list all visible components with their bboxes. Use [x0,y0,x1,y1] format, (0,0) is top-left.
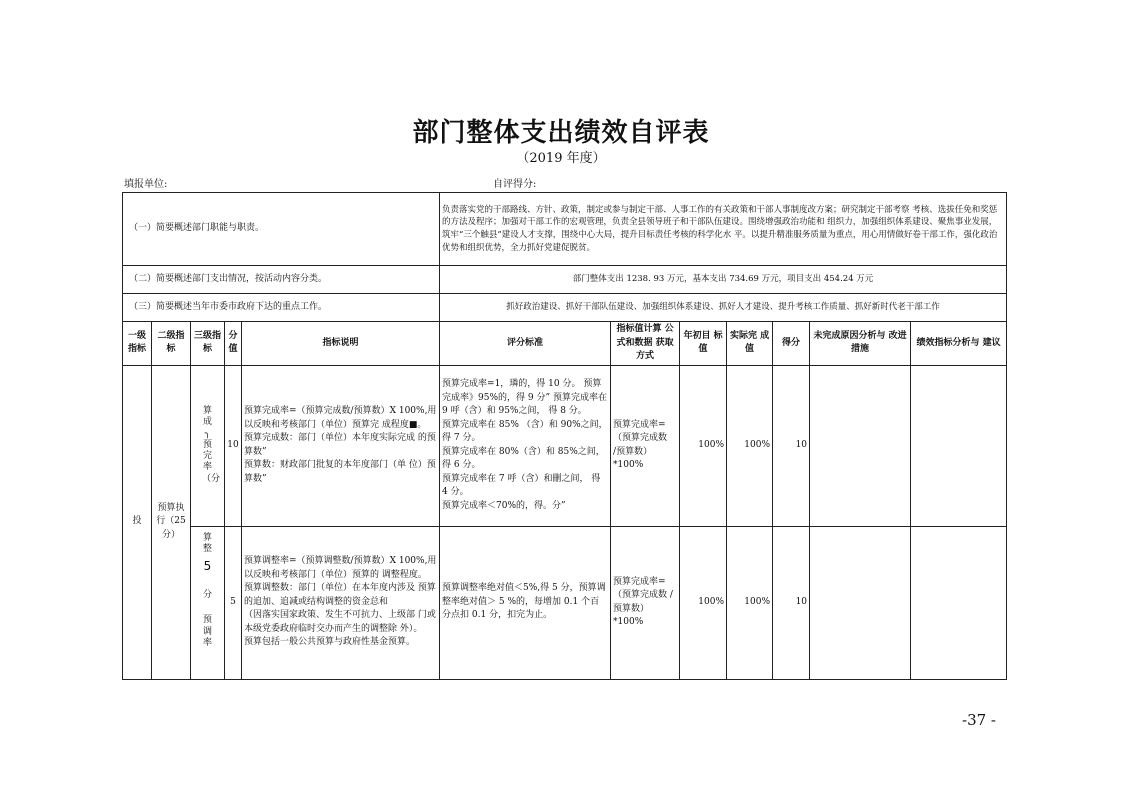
level3-text-mid: 5 [203,559,212,573]
header-criteria: 评分标准 [440,322,611,366]
reason-cell [810,365,911,526]
self-score-label: 自评得分: [493,179,537,190]
table-header-row [123,322,1007,366]
header-actual: 实际完 成值 [727,322,773,366]
description-cell: 预算调整率=（预算调整数/预算数）X 100%,用以反映和考核部门（单位）预算的 调整程度。 预算调整数：部门（单位）在本年度内涉及 预算的追加、追减或结构调整的资金总和 （因落实国家政策、发生不可抗力、上级部 门或本级党委政府临时交办而产生的调整除 外）。 预算包括一般公共预算与政府性基金预算。 [242,526,440,679]
level3-text-bottom: 预调率 [202,615,212,648]
table-row [123,526,1007,679]
score-cell: 10 [773,526,810,679]
header-reason: 未完成原因分析与 改进措施 [810,322,911,366]
actual-cell: 100% [727,526,773,679]
analysis-cell [911,365,1007,526]
actual-cell: 100% [727,365,773,526]
target-cell: 100% [680,526,727,679]
performance-table [122,192,1007,680]
level2-cell: 预算执行（25 分） [152,365,191,679]
summary-row [123,266,1007,294]
description-cell: 预算完成率=（预算完成数/预算数）X 100%,用以反映和考核部门（单位）预算完 成程度■。 预算完成数：部门（单位）本年度实际完成 的预算数” 预算数：财政部门批复的本年度部门（单 位）预算数” [242,365,440,526]
level3-cell [191,526,225,679]
page-number: -37 - [962,711,996,729]
header-calc-method: 指标值计算 公式和数据 获取方式 [611,322,680,366]
analysis-cell [911,526,1007,679]
level3-cell [191,365,225,526]
level3-text: 算成╮预完率（分 [202,406,221,484]
score-value-cell: 5 [225,526,242,679]
target-cell: 100% [680,365,727,526]
header-score: 得分 [773,322,810,366]
header-score-value: 分值 [225,322,242,366]
header-level3: 三级指标 [191,322,225,366]
fill-unit-label: 填报单位: [124,179,168,190]
calc-method-cell: 预算完成率= （预算完成数 /预算数） *100% [611,365,680,526]
summary-label: （三）简要概述当年市委市政府下达的重点工作。 [123,294,440,322]
summary-row [123,294,1007,322]
criteria-cell: 预算调整率绝对值＜5%,得 5 分，预算调整率绝对值＞ 5 %的，每增加 0.1 个百分点扣 0.1 分，扣完为止。 [440,526,611,679]
summary-row [123,193,1007,266]
header-level2: 二级指标 [152,322,191,366]
reason-cell [810,526,911,679]
header-description: 指标说明 [242,322,440,366]
level1-cell: 投 [123,365,152,679]
summary-label: （一）简要概述部门职能与职责。 [123,193,440,266]
summary-label: （二）简要概述部门支出情况，按活动内容分类。 [123,266,440,294]
criteria-cell: 预算完成率=1，璘的，得 10 分。 预算完成率》95%的，得 9 分” 预算完成率在 9 呼（含）和 95%之间， 得 8 分。 预算完成率在 85% （含）和 90%之间，得 7 分。 预算完成率在 80%（含）和 85%之间，得 6 分。 预算完成率在 7 呼（含）和刪之间， 得 4 分。 预算完成率＜70%的，得。分” [440,365,611,526]
calc-method-cell: 预算完成率= （预算完成数 / 预算数） *100% [611,526,680,679]
header-analysis: 绩效指标分析与 建议 [911,322,1007,366]
page-subtitle: （2019 年度） [516,151,606,166]
summary-value: 负责落实党的干部路线、方针、政策，制定或参与制定干部、人事工作的有关政策和干部人事制度改方案；研究制定干部考察 考核、选拔任免和奖惩的方法及程序；加强对干部工作的宏观管理，负责全县领导班子和干部队伍建设。围绕增强政治功能和 组织力，加强组织体系建设、聚焦事业发展，筑牢“三个触县”建设人才支撑，围绕中心大局，提升目标责任考核的科学化水 平。以提升精准服务质量为重点，用心用情做好卷干部工作，强化政治优势和组织优势，全力抓好党建促脱贫。 [440,193,1007,266]
score-cell: 10 [773,365,810,526]
summary-value: 抓好政治建设、抓好干部队伍建设、加强组织体系建设、抓好人才建设、提升考核工作质量、抓好新时代老干部工作 [440,294,1007,322]
header-level1: 一级指标 [123,322,152,366]
page-title: 部门整体支出绩效自评表 [412,118,710,148]
level3-text-top: 算整 [202,532,212,554]
score-value-cell: 10 [225,365,242,526]
table-row [123,365,1007,526]
header-target: 年初目 标值 [680,322,727,366]
level3-text-mid2: 分 [202,590,212,600]
summary-value: 部门整体支出 1238. 93 万元，基本支出 734.69 万元，项目支出 454.24 万元 [440,266,1007,294]
